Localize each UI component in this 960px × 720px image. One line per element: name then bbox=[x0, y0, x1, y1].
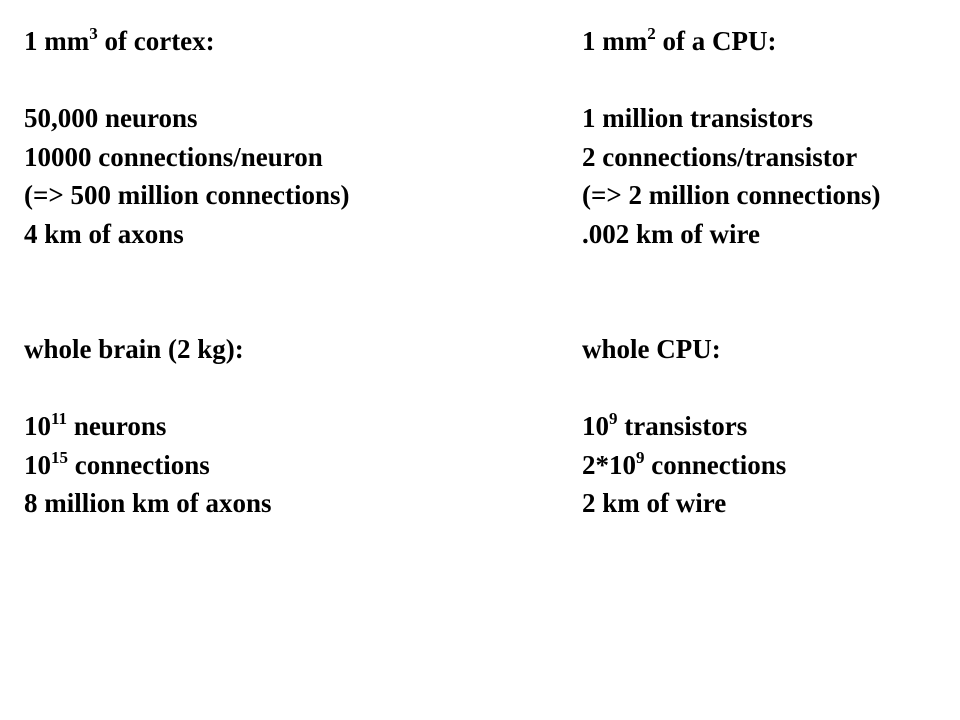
brain-neurons-base: 10 bbox=[24, 411, 51, 441]
cortex-heading-exponent: 3 bbox=[89, 24, 98, 43]
whole-cpu-connections-label: connections bbox=[644, 449, 787, 480]
brain-connections-label: connections bbox=[68, 449, 210, 480]
brain-connections-exponent: 15 bbox=[51, 447, 68, 467]
brain-neurons bbox=[24, 407, 350, 446]
cpu-wire-length: .002 km of wire bbox=[582, 218, 760, 249]
cortex-heading bbox=[24, 22, 350, 61]
cpu-heading-text: 1 mm bbox=[582, 26, 648, 56]
brain-connections bbox=[24, 446, 350, 485]
cortex-axon-length: 4 km of axons bbox=[24, 218, 184, 249]
cpu-heading-suffix: of a CPU: bbox=[655, 26, 777, 56]
cpu-transistors: 1 million transistors bbox=[582, 103, 814, 133]
cpu-heading-exponent: 2 bbox=[647, 24, 656, 43]
whole-cpu-connections-exponent: 9 bbox=[636, 447, 645, 467]
cortex-column bbox=[24, 22, 350, 523]
cortex-neurons: 50,000 neurons bbox=[24, 103, 198, 133]
whole-cpu-transistors-base: 10 bbox=[582, 411, 609, 441]
brain-axon-length: 8 million km of axons bbox=[24, 488, 272, 518]
cortex-heading-suffix: of cortex: bbox=[97, 26, 215, 56]
brain-neurons-exponent: 11 bbox=[51, 409, 68, 428]
whole-cpu-connections bbox=[582, 446, 881, 485]
whole-cpu-transistors-exponent: 9 bbox=[609, 409, 618, 428]
cpu-heading bbox=[582, 22, 881, 61]
whole-cpu-transistors-label: transistors bbox=[617, 411, 748, 441]
brain-heading: whole brain (2 kg): bbox=[24, 334, 244, 364]
cpu-total-connections: (=> 2 million connections) bbox=[582, 180, 881, 210]
whole-cpu-connections-base: 2*10 bbox=[582, 449, 636, 480]
whole-cpu-wire-length: 2 km of wire bbox=[582, 488, 727, 518]
cortex-connections-per-neuron: 10000 connections/neuron bbox=[24, 141, 323, 172]
cortex-heading-text: 1 mm bbox=[24, 26, 90, 56]
whole-cpu-heading: whole CPU: bbox=[582, 334, 721, 364]
whole-cpu-transistors bbox=[582, 407, 881, 446]
cpu-connections-per-transistor: 2 connections/transistor bbox=[582, 141, 858, 172]
cpu-column bbox=[582, 22, 881, 523]
cortex-total-connections: (=> 500 million connections) bbox=[24, 180, 350, 210]
brain-neurons-label: neurons bbox=[67, 411, 167, 441]
brain-connections-base: 10 bbox=[24, 449, 51, 480]
